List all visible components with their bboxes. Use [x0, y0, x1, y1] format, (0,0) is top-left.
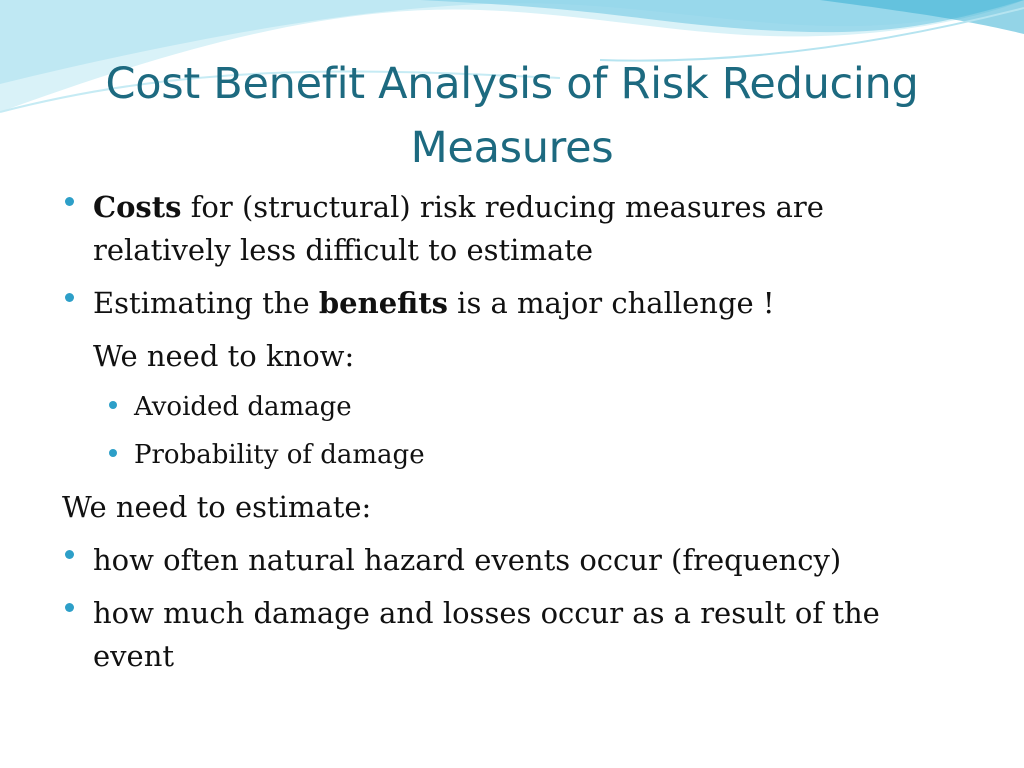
bullet-label: how much damage and losses occur as a result of the event	[93, 596, 880, 673]
benefits-post-text: is a major challenge !	[447, 286, 775, 320]
sub-bullet-avoided-damage	[62, 388, 942, 426]
bullet-dot-icon	[109, 449, 117, 457]
bullet-dot-icon	[109, 401, 117, 409]
bullet-frequency	[62, 539, 942, 582]
costs-text: for (structural) risk reducing measures are relatively less difficult to estimate	[93, 190, 824, 267]
we-need-to-know: We need to know:	[93, 339, 355, 373]
costs-bold-text: Costs	[93, 190, 182, 224]
bullet-dot-icon	[65, 550, 74, 559]
bullet-label: how often natural hazard events occur (frequency)	[93, 543, 842, 577]
bullet-costs	[62, 186, 942, 272]
slide-title: Cost Benefit Analysis of Risk Reducing Measures	[105, 59, 919, 173]
bullet-dot-icon	[65, 197, 74, 206]
bullet-benefits	[62, 282, 942, 325]
bullet-damage-losses	[62, 592, 942, 678]
benefits-pre-text: Estimating the	[93, 286, 319, 320]
sub-bullet-probability-of-damage	[62, 436, 942, 474]
sub-bullet-label: Avoided damage	[134, 392, 352, 422]
bullet-dot-icon	[65, 603, 74, 612]
we-need-to-estimate: We need to estimate:	[62, 490, 372, 524]
slide-body	[62, 186, 942, 678]
benefits-bold-text: benefits	[318, 286, 448, 320]
sub-bullet-label: Probability of damage	[134, 440, 425, 470]
bullet-dot-icon	[65, 293, 74, 302]
